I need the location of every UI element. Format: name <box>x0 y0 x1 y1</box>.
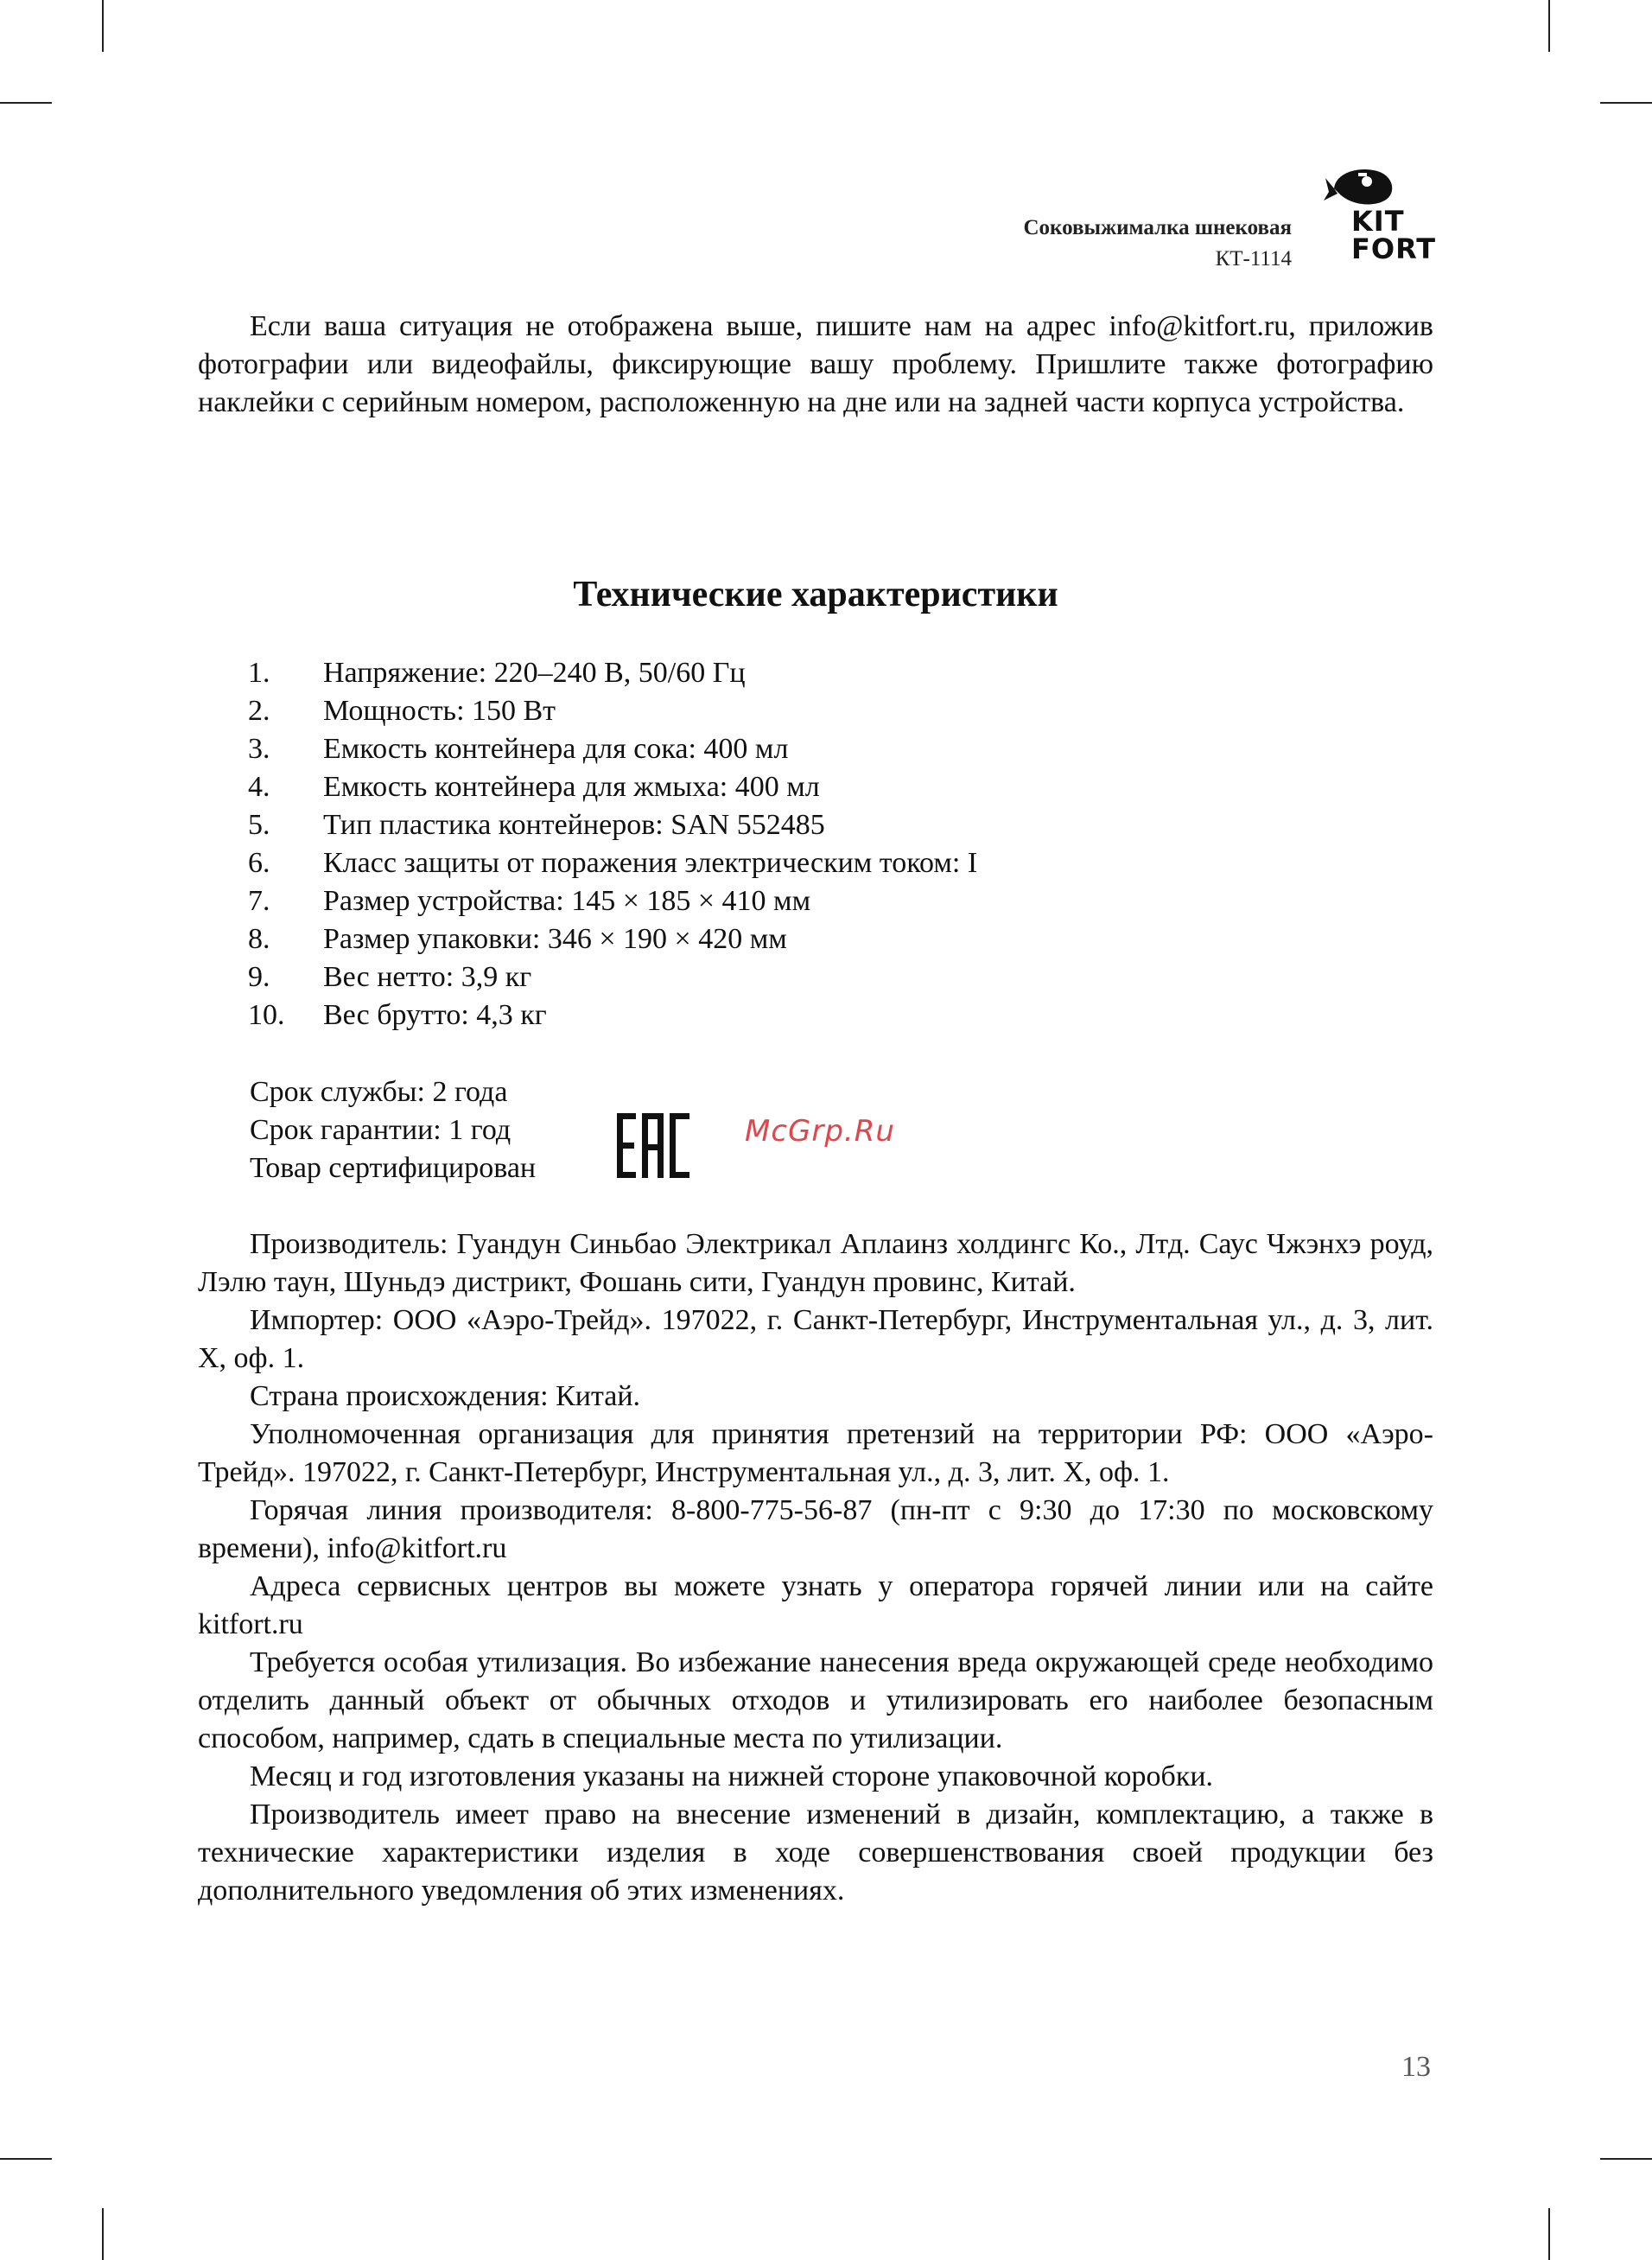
warranty-period: Срок гарантии: 1 год <box>250 1114 511 1146</box>
certification-note: Товар сертифицирован <box>250 1152 537 1184</box>
product-name: Соковыжималка шнековая <box>1023 216 1292 239</box>
crop-mark <box>1600 102 1652 104</box>
service-centers-paragraph: Адреса сервисных центров вы можете узнать у оператора горячей линии или на сайте kitfort.ru <box>198 1570 1433 1640</box>
spec-item: 10. Вес брутто: 4,3 кг <box>248 999 547 1031</box>
importer-paragraph: Импортер: ООО «Аэро-Трейд». 197022, г. Санкт-Петербург, Инструментальная ул., д. 3, лит. Х, оф. 1. <box>198 1304 1433 1374</box>
changes-paragraph: Производитель имеет право на внесение изменений в дизайн, комплектацию, а также в технические характеристики изделия в ходе совершенствования своей продукции без дополнительного уведомления об этих изменениях. <box>198 1798 1433 1907</box>
crop-mark <box>1548 0 1550 52</box>
spec-list <box>248 654 977 1035</box>
manufacture-date-paragraph: Месяц и год изготовления указаны на нижней стороне упаковочной коробки. <box>250 1760 1214 1792</box>
kitfort-logo <box>1324 162 1436 271</box>
section-title: Технические характеристики <box>573 575 1058 614</box>
model-number: КТ-1114 <box>1215 247 1292 271</box>
spec-item: 4. Емкость контейнера для жмыха: 400 мл <box>248 771 820 803</box>
crop-mark <box>0 2158 52 2160</box>
watermark: McGrp.Ru <box>745 1114 895 1149</box>
page-header <box>1023 213 1292 275</box>
intro-paragraph: Если ваша ситуация не отображена выше, пишите нам на адрес info@kitfort.ru, приложив фотографии или видеофайлы, фиксирующие вашу проблему. Пришлите также фотографию наклейки с серийным номером, расположенную на дне или на задней части корпуса устройства. <box>198 310 1433 418</box>
logo-text-kit: KIT <box>1351 205 1405 238</box>
disposal-paragraph: Требуется особая утилизация. Во избежание нанесения вреда окружающей среде необходимо отделить данный объект от обычных отходов и утилизировать его наиболее безопасным способом, например, сдать в специальные места по утилизации. <box>198 1646 1433 1754</box>
logo-text-fort: FORT <box>1351 232 1437 265</box>
crop-mark <box>0 102 52 104</box>
spec-item: 3. Емкость контейнера для сока: 400 мл <box>248 733 789 765</box>
page-number: 13 <box>1401 2051 1431 2083</box>
crop-mark <box>1548 2208 1550 2260</box>
spec-item: 7. Размер устройства: 145 × 185 × 410 мм <box>248 885 811 917</box>
service-life: Срок службы: 2 года <box>250 1076 508 1108</box>
manufacturer-paragraph: Производитель: Гуандун Синьбао Электрикал Аплаинз холдингс Ко., Лтд. Саус Чжэнхэ роуд, Лэлю таун, Шуньдэ дистрикт, Фошань сити, Гуандун провинс, Китай. <box>198 1228 1433 1298</box>
whale-icon <box>1324 162 1396 211</box>
spec-item: 6. Класс защиты от поражения электрическим током: I <box>248 847 978 879</box>
crop-mark <box>102 2208 104 2260</box>
spec-item: 1. Напряжение: 220–240 В, 50/60 Гц <box>248 657 746 689</box>
spec-item: 5. Тип пластика контейнеров: SAN 552485 <box>248 809 825 841</box>
spec-item: 9. Вес нетто: 3,9 кг <box>248 961 532 993</box>
spec-item: 8. Размер упаковки: 346 × 190 × 420 мм <box>248 923 787 955</box>
hotline-paragraph: Горячая линия производителя: 8-800-775-56-87 (пн-пт с 9:30 до 17:30 по московскому времени), info@kitfort.ru <box>198 1494 1433 1564</box>
eac-mark-icon <box>617 1113 689 1178</box>
authorized-org-paragraph: Уполномоченная организация для принятия претензий на территории РФ: ООО «Аэро-Трейд». 197022, г. Санкт-Петербург, Инструментальная ул., д. 3, лит. Х, оф. 1. <box>198 1418 1433 1488</box>
service-info <box>250 1073 536 1187</box>
spec-item: 2. Мощность: 150 Вт <box>248 695 556 727</box>
crop-mark <box>1600 2158 1652 2160</box>
crop-mark <box>102 0 104 52</box>
origin-paragraph: Страна происхождения: Китай. <box>250 1380 641 1412</box>
